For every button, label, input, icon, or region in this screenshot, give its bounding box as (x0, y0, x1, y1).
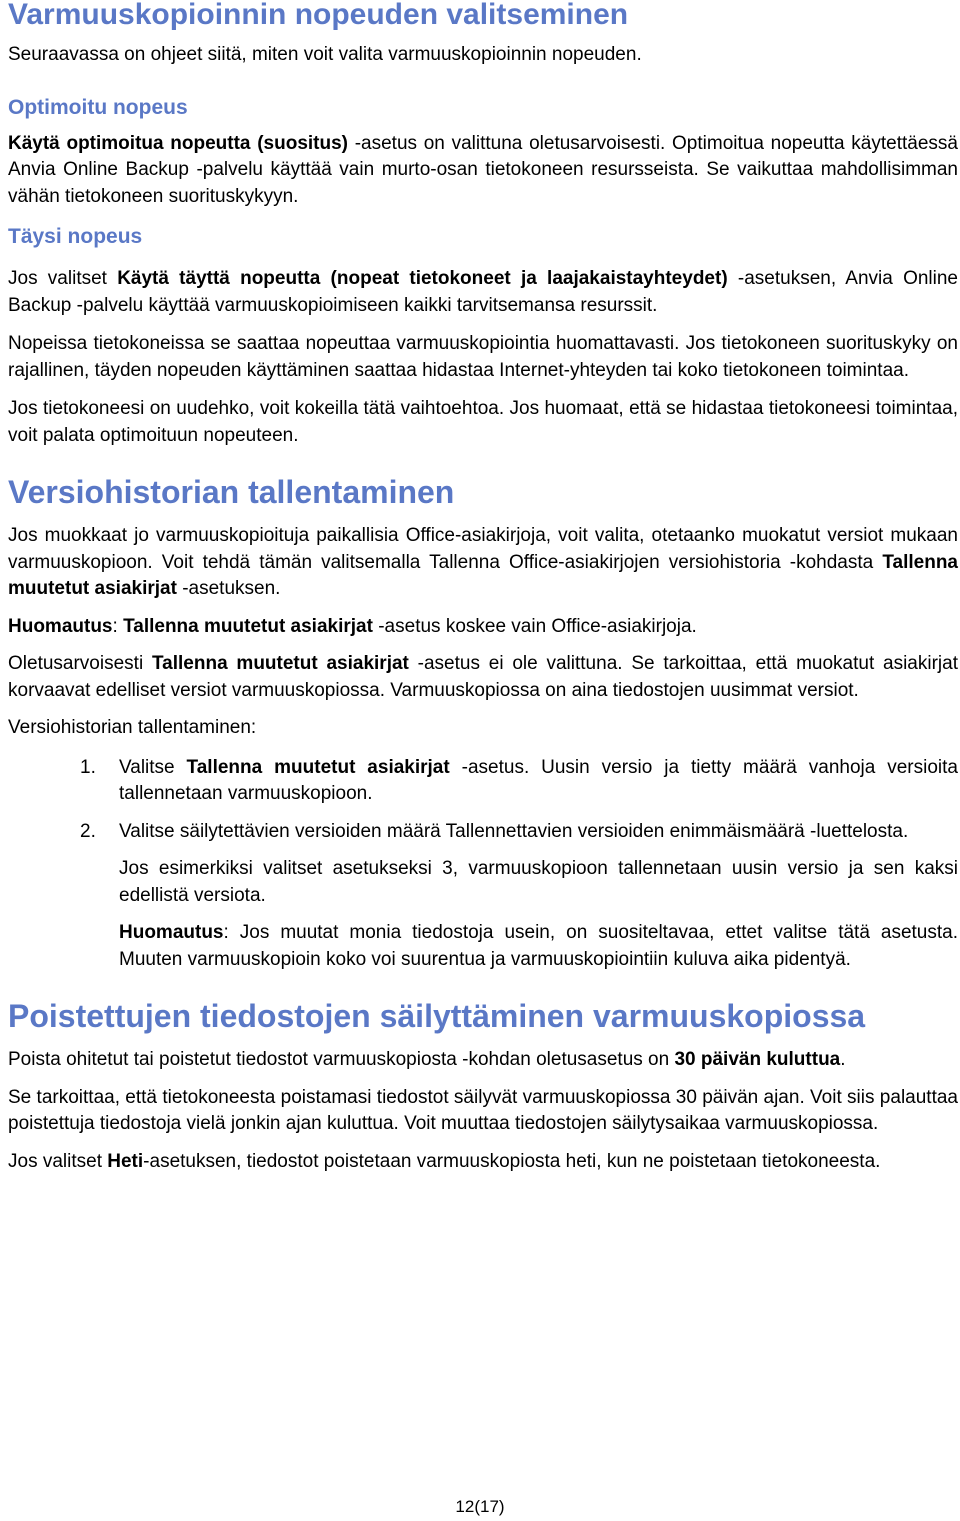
section-title-version-history: Versiohistorian tallentaminen (8, 474, 455, 510)
vh-p1-option: Tallenna muutetut asiakirjat (8, 551, 958, 599)
vh-p3-pre: Oletusarvoisesti (8, 653, 152, 674)
note-label: Huomautus (8, 615, 113, 637)
deleted-files-paragraph-1 (8, 1047, 958, 1074)
note-sep: : (112, 615, 124, 637)
note-text: -asetus koskee vain Office-asiakirjoja. (372, 615, 697, 637)
optimized-speed-option: Käytä optimoitua nopeutta (suositus) (8, 132, 348, 154)
deleted-files-paragraph-3 (8, 1149, 958, 1176)
full-speed-option: Käytä täyttä nopeutta (nopeat tietokoneet ja laajakaistayhteydet) (117, 268, 728, 289)
optimized-speed-paragraph (8, 131, 958, 211)
vh-p3-post: -asetus ei ole valittuna. Se tarkoittaa, että muokatut asiakirjat korvaavat edelliset versiot varmuuskopiossa. Varmuuskopiossa on aina tiedostojen uusimmat versiot. (8, 653, 958, 701)
version-history-note (8, 614, 958, 641)
full-speed-pre: Jos valitset (8, 268, 118, 289)
full-speed-paragraph-2: Nopeissa tietokoneissa se saattaa nopeuttaa varmuuskopiointia huomattavasti. Jos tietokoneen suorituskyky on rajallinen, täyden nopeuden käyttäminen saattaa hidastaa Internet-yhteyden tai koko tietokoneen toimintaa. (8, 333, 958, 381)
step-1-number: 1. (80, 756, 96, 778)
df-p3-post: -asetuksen, tiedostot poistetaan varmuuskopiosta heti, kun ne poistetaan tietokoneesta. (143, 1150, 881, 1172)
document-page (8, 0, 958, 1175)
list-item-step-1 (8, 755, 958, 808)
step-1-text (119, 755, 958, 808)
version-history-paragraph-3 (8, 651, 958, 704)
df-p1-post: . (840, 1049, 846, 1070)
step-2-note-label: Huomautus (119, 922, 224, 943)
step-2-example: Jos esimerkiksi valitset asetukseksi 3, varmuuskopioon tallennetaan uusin versio ja sen kaksi edellistä versiota. (119, 858, 958, 906)
speed-intro: Seuraavassa on ohjeet siitä, miten voit valita varmuuskopioinnin nopeuden. (8, 44, 642, 65)
step-1-pre: Valitse (119, 756, 187, 778)
step-2-number: 2. (80, 820, 96, 842)
df-p1-pre: Poista ohitetut tai poistetut tiedostot varmuuskopiosta -kohdan oletusasetus on (8, 1049, 675, 1070)
step-1-post: -asetus. Uusin versio ja tietty määrä vanhoja versioita tallennetaan varmuuskopioon. (119, 756, 958, 804)
section-title-deleted-files: Poistettujen tiedostojen säilyttäminen varmuuskopiossa (8, 998, 866, 1034)
df-p1-default: 30 päivän kuluttua (674, 1049, 841, 1070)
full-speed-paragraph (8, 266, 958, 319)
optimized-speed-text: -asetus on valittuna oletusarvoisesti. Optimoitua nopeutta käytettäessä Anvia Online Backup -palvelu käyttää vain murto-osan tietokoneen resursseista. Se vaikuttaa mahdollisimman vähän tietokoneen suorituskykyyn. (8, 132, 958, 207)
page-number: 12(17) (455, 1497, 505, 1516)
list-item-step-2 (8, 819, 958, 846)
full-speed-paragraph-3: Jos tietokoneesi on uudehko, voit kokeilla tätä vaihtoehtoa. Jos huomaat, että se hidastaa tietokoneesi toimintaa, voit palata optimoituun nopeuteen. (8, 398, 958, 446)
df-p3-option: Heti (107, 1150, 144, 1172)
full-speed-post: -asetuksen, Anvia Online Backup -palvelu käyttää varmuuskopioimiseen kaikki tarvitsemansa resurssit. (8, 268, 958, 316)
steps-intro: Versiohistorian tallentaminen: (8, 717, 257, 738)
vh-p3-option: Tallenna muutetut asiakirjat (151, 653, 409, 674)
step-2-note-text: : Jos muutat monia tiedostoja usein, on suositeltavaa, ettet valitse tätä asetusta. Muuten varmuuskopioin koko voi suurentua ja varmuuskopiointiin kuluva aika pidentyä. (119, 922, 958, 970)
step-2-text: Valitse säilytettävien versioiden määrä Tallennettavien versioiden enimmäismäärä -luettelosta. (119, 820, 909, 842)
note-option: Tallenna muutetut asiakirjat (123, 615, 373, 637)
heading-full-speed: Täysi nopeus (8, 225, 143, 248)
section-title-speed: Varmuuskopioinnin nopeuden valitseminen (8, 0, 629, 31)
version-history-paragraph-1 (8, 523, 958, 603)
vh-p1-post: -asetuksen. (176, 578, 281, 599)
step-1-option: Tallenna muutetut asiakirjat (186, 756, 450, 778)
step-2-note (8, 920, 958, 973)
vh-p1-pre: Jos muokkaat jo varmuuskopioituja paikallisia Office-asiakirjoja, voit valita, otetaanko muokatut versiot mukaan varmuuskopioon. Voit tehdä tämän valitsemalla Tallenna Office-asiakirjojen versiohistoria -kohdasta (8, 525, 958, 573)
heading-optimized-speed: Optimoitu nopeus (8, 95, 188, 119)
deleted-files-paragraph-2: Se tarkoittaa, että tietokoneesta poistamasi tiedostot säilyvät varmuuskopiossa 30 päivän ajan. Voit siis palauttaa poistettuja tiedostoja vielä jonkin ajan kuluttua. Voit muuttaa tiedostojen säilytysaikaa varmuuskopiossa. (8, 1086, 958, 1134)
df-p3-pre: Jos valitset (8, 1150, 108, 1172)
